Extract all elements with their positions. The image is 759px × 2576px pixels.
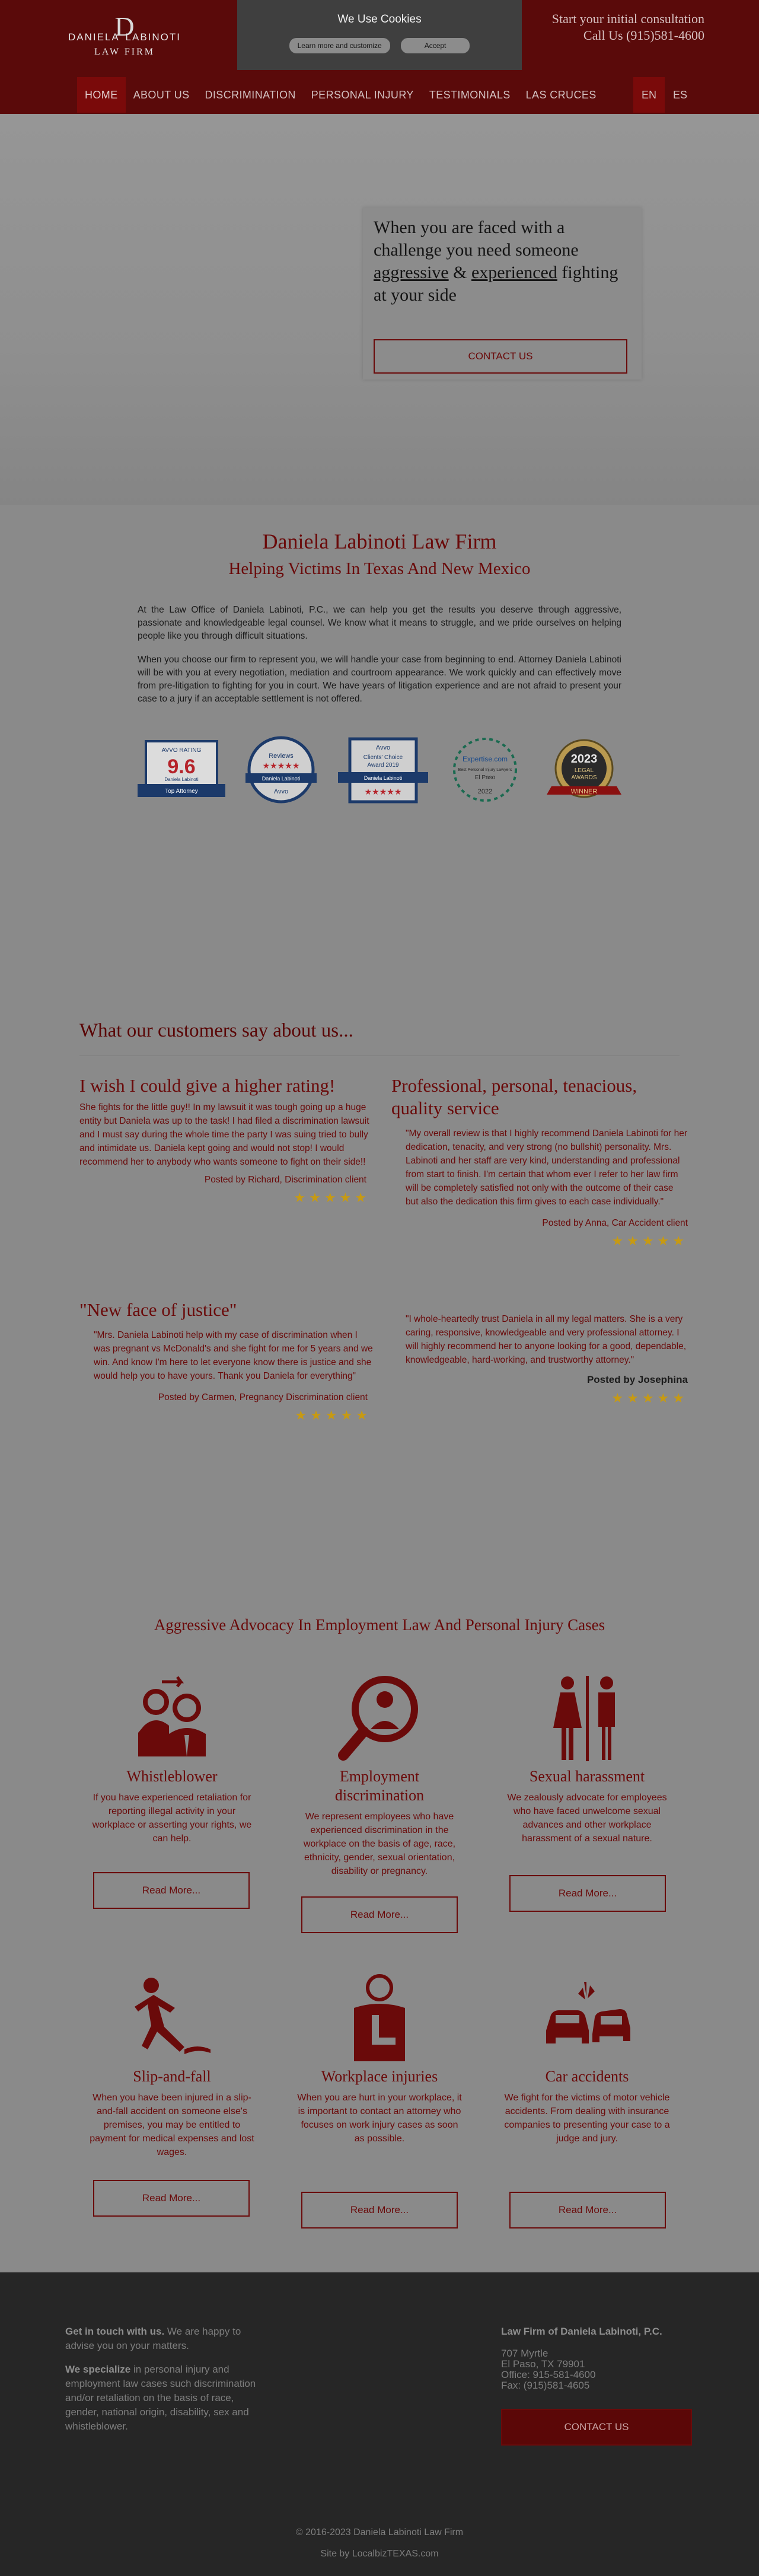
- footer-address: [501, 2325, 726, 2391]
- slip-fall-icon: [127, 1974, 216, 2062]
- intro-paragraph: When you choose our firm to represent you, we will handle your case from beginning to end. Attorney Daniela Labinoti will be with you at every negotiation, mediation and courtroom appearance. We work quickly and can effectively move from pre-litigation to fighting for you in court. We have years of litigation experience and are not afraid to present your case to a jury if an acceptable settlement is not offered.: [138, 655, 621, 704]
- footer-specialty-text: in personal injury and employment law cases such discrimination and/or retaliation on the basis of race, gender, national origin, disability, sex and whistleblower.: [65, 2364, 256, 2432]
- cookie-title: We Use Cookies: [337, 13, 422, 25]
- hero-headline: [374, 216, 634, 307]
- cookie-accept-button[interactable]: Accept: [401, 38, 470, 53]
- nav-item-testimonials[interactable]: TESTIMONIALS: [429, 89, 511, 101]
- nav-item-home[interactable]: HOME: [77, 77, 126, 113]
- hero-amp: &: [453, 263, 467, 282]
- hero-text-after: fighting at your side: [374, 263, 618, 305]
- expertise-year: 2022: [477, 788, 493, 795]
- logo-tagline: LAW FIRM: [94, 47, 155, 57]
- nav-item-las-cruces[interactable]: LAS CRUCES: [525, 89, 597, 101]
- clients-choice-brand: Avvo: [375, 744, 391, 751]
- avvo-clients-choice-badge[interactable]: [338, 735, 428, 806]
- avvo-reviews-label: Reviews: [269, 753, 294, 760]
- review-card: [391, 1312, 688, 1406]
- cookie-learn-more-button[interactable]: Learn more and customize: [289, 38, 390, 53]
- service-card: [89, 1974, 255, 2159]
- review-card: [79, 1299, 376, 1423]
- review-body: She fights for the little guy!! In my lawsuit it was tough going up a huge entity but Daniela was up to the task! I had filed a discrimination lawsuit and I must say during the whole time the party I was suing tried to bully and intimidate us. Daniela kept going and would not stop! I would recommend her to anybody who wants someone to fight on their side!!: [79, 1102, 369, 1167]
- avvo-reviews-brand: Avvo: [273, 788, 289, 795]
- intro-subtitle: Helping Victims In Texas And New Mexico: [228, 559, 531, 578]
- service-card: [296, 1974, 463, 2145]
- nav-item-personal-injury[interactable]: PERSONAL INJURY: [311, 89, 414, 101]
- avvo-reviews-badge[interactable]: [240, 735, 323, 806]
- review-title: I wish I could give a higher rating!: [79, 1075, 336, 1096]
- nav-item-about-us[interactable]: ABOUT US: [133, 89, 190, 101]
- service-description: We represent employees who have experienced discrimination in the workplace on the basis of age, race, ethnicity, gender, sexual orientation, disability or pregnancy.: [303, 1812, 456, 1876]
- review-stars: ★★★★★: [294, 1190, 370, 1205]
- footer-address-line: 707 Myrtle: [501, 2348, 548, 2359]
- avvo-reviews-name: Daniela Labinoti: [261, 776, 301, 782]
- avvo-rating-score: 9.6: [167, 755, 196, 778]
- footer-office-phone[interactable]: Office: 915-581-4600: [501, 2369, 596, 2380]
- avvo-rating-label: AVVO RATING: [161, 747, 202, 754]
- header-phone-link[interactable]: Call Us (915)581-4600: [583, 28, 704, 43]
- footer-specialty-blurb: [65, 2363, 261, 2434]
- cookie-banner: [237, 0, 522, 70]
- review-body: "I whole-heartedly trust Daniela in all my legal matters. She is a very caring, responsive, knowledgeable and very professional attorney. I will highly recommend her to anyone looking for a good, dependable, knowledgeable, hard-working, and trustworthy attorney.": [406, 1314, 687, 1365]
- award-line1: LEGAL: [574, 767, 594, 774]
- service-description: When you have been injured in a slip-and-fall accident on someone else's premises, you may be entitled to payment for medical expenses and lost wages.: [90, 2093, 254, 2157]
- woman-man-icon: [543, 1673, 632, 1762]
- service-read-more-button[interactable]: Read More...: [93, 1872, 250, 1909]
- reviews-heading: What our customers say about us...: [79, 1020, 353, 1041]
- whistleblower-icon: [127, 1673, 216, 1762]
- review-card: [79, 1075, 370, 1206]
- footer-contact-blurb: [65, 2325, 255, 2353]
- review-body: "Mrs. Daniela Labinoti help with my case of discrimination when I was pregnant vs McDonald's and she fight for me for 5 years and we win. And know I'm here to let everyone know there is justice and she would help you to have yours. Thank you Daniela for everything": [94, 1330, 373, 1381]
- language-switcher: [633, 77, 696, 113]
- review-title: "New face of justice": [79, 1299, 237, 1320]
- service-name: Workplace injuries: [321, 2068, 438, 2085]
- clients-choice-stars: ★★★★★: [364, 787, 402, 796]
- expertise-badge[interactable]: [444, 735, 527, 806]
- logo-monogram: D: [114, 11, 135, 42]
- avvo-rating-badge[interactable]: [138, 735, 225, 806]
- expertise-brand: Expertise.com: [462, 755, 508, 763]
- service-read-more-button[interactable]: Read More...: [301, 1896, 458, 1933]
- review-stars: ★★★★★: [611, 1233, 688, 1248]
- service-read-more-button[interactable]: Read More...: [301, 2192, 458, 2229]
- clients-choice-year: Award 2019: [367, 762, 399, 769]
- review-author: Posted by Richard, Discrimination client: [204, 1175, 366, 1185]
- hero-word-experienced: experienced: [471, 263, 557, 282]
- hero-word-aggressive: aggressive: [374, 263, 449, 282]
- hero-contact-button[interactable]: CONTACT US: [374, 339, 627, 374]
- footer-copyright: © 2016-2023 Daniela Labinoti Law Firm: [295, 2527, 464, 2537]
- service-name: Slip-and-fall: [133, 2068, 211, 2085]
- review-title: Professional, personal, tenacious, quality service: [391, 1075, 637, 1118]
- lang-en[interactable]: EN: [633, 77, 665, 113]
- review-author: Posted by Josephina: [586, 1374, 688, 1385]
- review-author: Posted by Anna, Car Accident client: [542, 1218, 688, 1228]
- footer-touch-text: We are happy to advise you on your matters.: [65, 2326, 241, 2351]
- logo-first-name: DANIELA: [68, 31, 120, 43]
- service-name: Whistleblower: [126, 1768, 218, 1785]
- footer-specialty-bold: We specialize: [65, 2364, 131, 2375]
- expertise-city: El Paso: [474, 774, 496, 781]
- footer-address-line: El Paso, TX 79901: [501, 2358, 585, 2370]
- service-description: If you have experienced retaliation for reporting illegal activity in your workplace or asserting your rights, we can help.: [92, 1793, 252, 1844]
- hero-text-before: When you are faced with a challenge you need someone: [374, 218, 579, 260]
- service-name: Employment discrimination: [334, 1768, 425, 1804]
- header-cta-line: Start your initial consultation: [551, 11, 704, 26]
- service-read-more-button[interactable]: Read More...: [509, 2192, 666, 2229]
- main-nav: [77, 77, 604, 113]
- clients-choice-name: Daniela Labinoti: [363, 775, 403, 781]
- award-winner: WINNER: [570, 788, 598, 795]
- intro-paragraph: At the Law Office of Daniela Labinoti, P.C., we can help you get the results you deserve through aggressive, passionate and knowledgeable legal counsel. We know what it means to struggle, and we pride ourselves on helping people like you through difficult situations.: [138, 605, 621, 641]
- nav-item-discrimination[interactable]: DISCRIMINATION: [205, 89, 296, 101]
- intro-title: Daniela Labinoti Law Firm: [262, 530, 497, 553]
- service-card: [296, 1673, 463, 1878]
- service-read-more-button[interactable]: Read More...: [509, 1875, 666, 1912]
- expertise-category: Best Personal Injury Lawyers: [458, 768, 512, 772]
- footer-firm-name: Law Firm of Daniela Labinoti, P.C.: [501, 2326, 662, 2337]
- service-read-more-button[interactable]: Read More...: [93, 2180, 250, 2217]
- car-crash-icon: [543, 1974, 632, 2062]
- lang-es[interactable]: ES: [673, 89, 688, 101]
- avvo-rating-title: Top Attorney: [165, 788, 198, 795]
- service-card: [89, 1673, 255, 1845]
- service-card: [504, 1673, 670, 1845]
- services-heading: Aggressive Advocacy In Employment Law And Personal Injury Cases: [154, 1616, 605, 1634]
- legal-award-badge[interactable]: [540, 735, 629, 806]
- award-line2: AWARDS: [571, 774, 597, 781]
- service-name: Car accidents: [545, 2068, 629, 2085]
- header-cta: [552, 11, 704, 44]
- footer-fax: Fax: (915)581-4605: [501, 2380, 590, 2391]
- service-name: Sexual harassment: [529, 1768, 645, 1785]
- magnifier-person-icon: [335, 1673, 424, 1762]
- review-card: [391, 1075, 688, 1249]
- review-body: "My overall review is that I highly recommend Daniela Labinoti for her dedication, tenacity, and very strong (no bullshit) personality. Mrs. Labinoti and her staff are very kind, understanding and professional from start to finish. I'm certain that whom ever I refer to her law firm will be completely satisfied not only with the outcome of their case but also the dedication this firm gives to each case individually.": [406, 1128, 688, 1207]
- logo-last-name: LABINOTI: [125, 31, 181, 43]
- review-stars: ★★★★★: [611, 1391, 688, 1405]
- review-author: Posted by Carmen, Pregnancy Discrimination client: [158, 1392, 368, 1402]
- site-logo[interactable]: [68, 11, 181, 65]
- footer-contact-button[interactable]: CONTACT US: [501, 2409, 692, 2446]
- review-stars: ★★★★★: [295, 1408, 371, 1423]
- clients-choice-title: Clients' Choice: [363, 754, 403, 761]
- service-description: When you are hurt in your workplace, it is important to contact an attorney who focuses on work injury cases as soon as possible.: [297, 2093, 462, 2144]
- service-description: We zealously advocate for employees who have faced unwelcome sexual advances and other workplace harassment of a sexual nature.: [507, 1793, 667, 1844]
- service-card: [504, 1974, 670, 2145]
- avvo-rating-name: Daniela Labinoti: [164, 777, 199, 782]
- footer-touch-bold: Get in touch with us.: [65, 2326, 165, 2337]
- footer-site-credit[interactable]: Site by LocalbizTEXAS.com: [320, 2549, 439, 2559]
- service-description: We fight for the victims of motor vehicle accidents. From dealing with insurance companies to presenting your case to a judge and jury.: [504, 2093, 670, 2144]
- award-year: 2023: [570, 753, 598, 766]
- avvo-reviews-stars: ★★★★★: [262, 761, 300, 770]
- injured-worker-icon: [335, 1974, 424, 2062]
